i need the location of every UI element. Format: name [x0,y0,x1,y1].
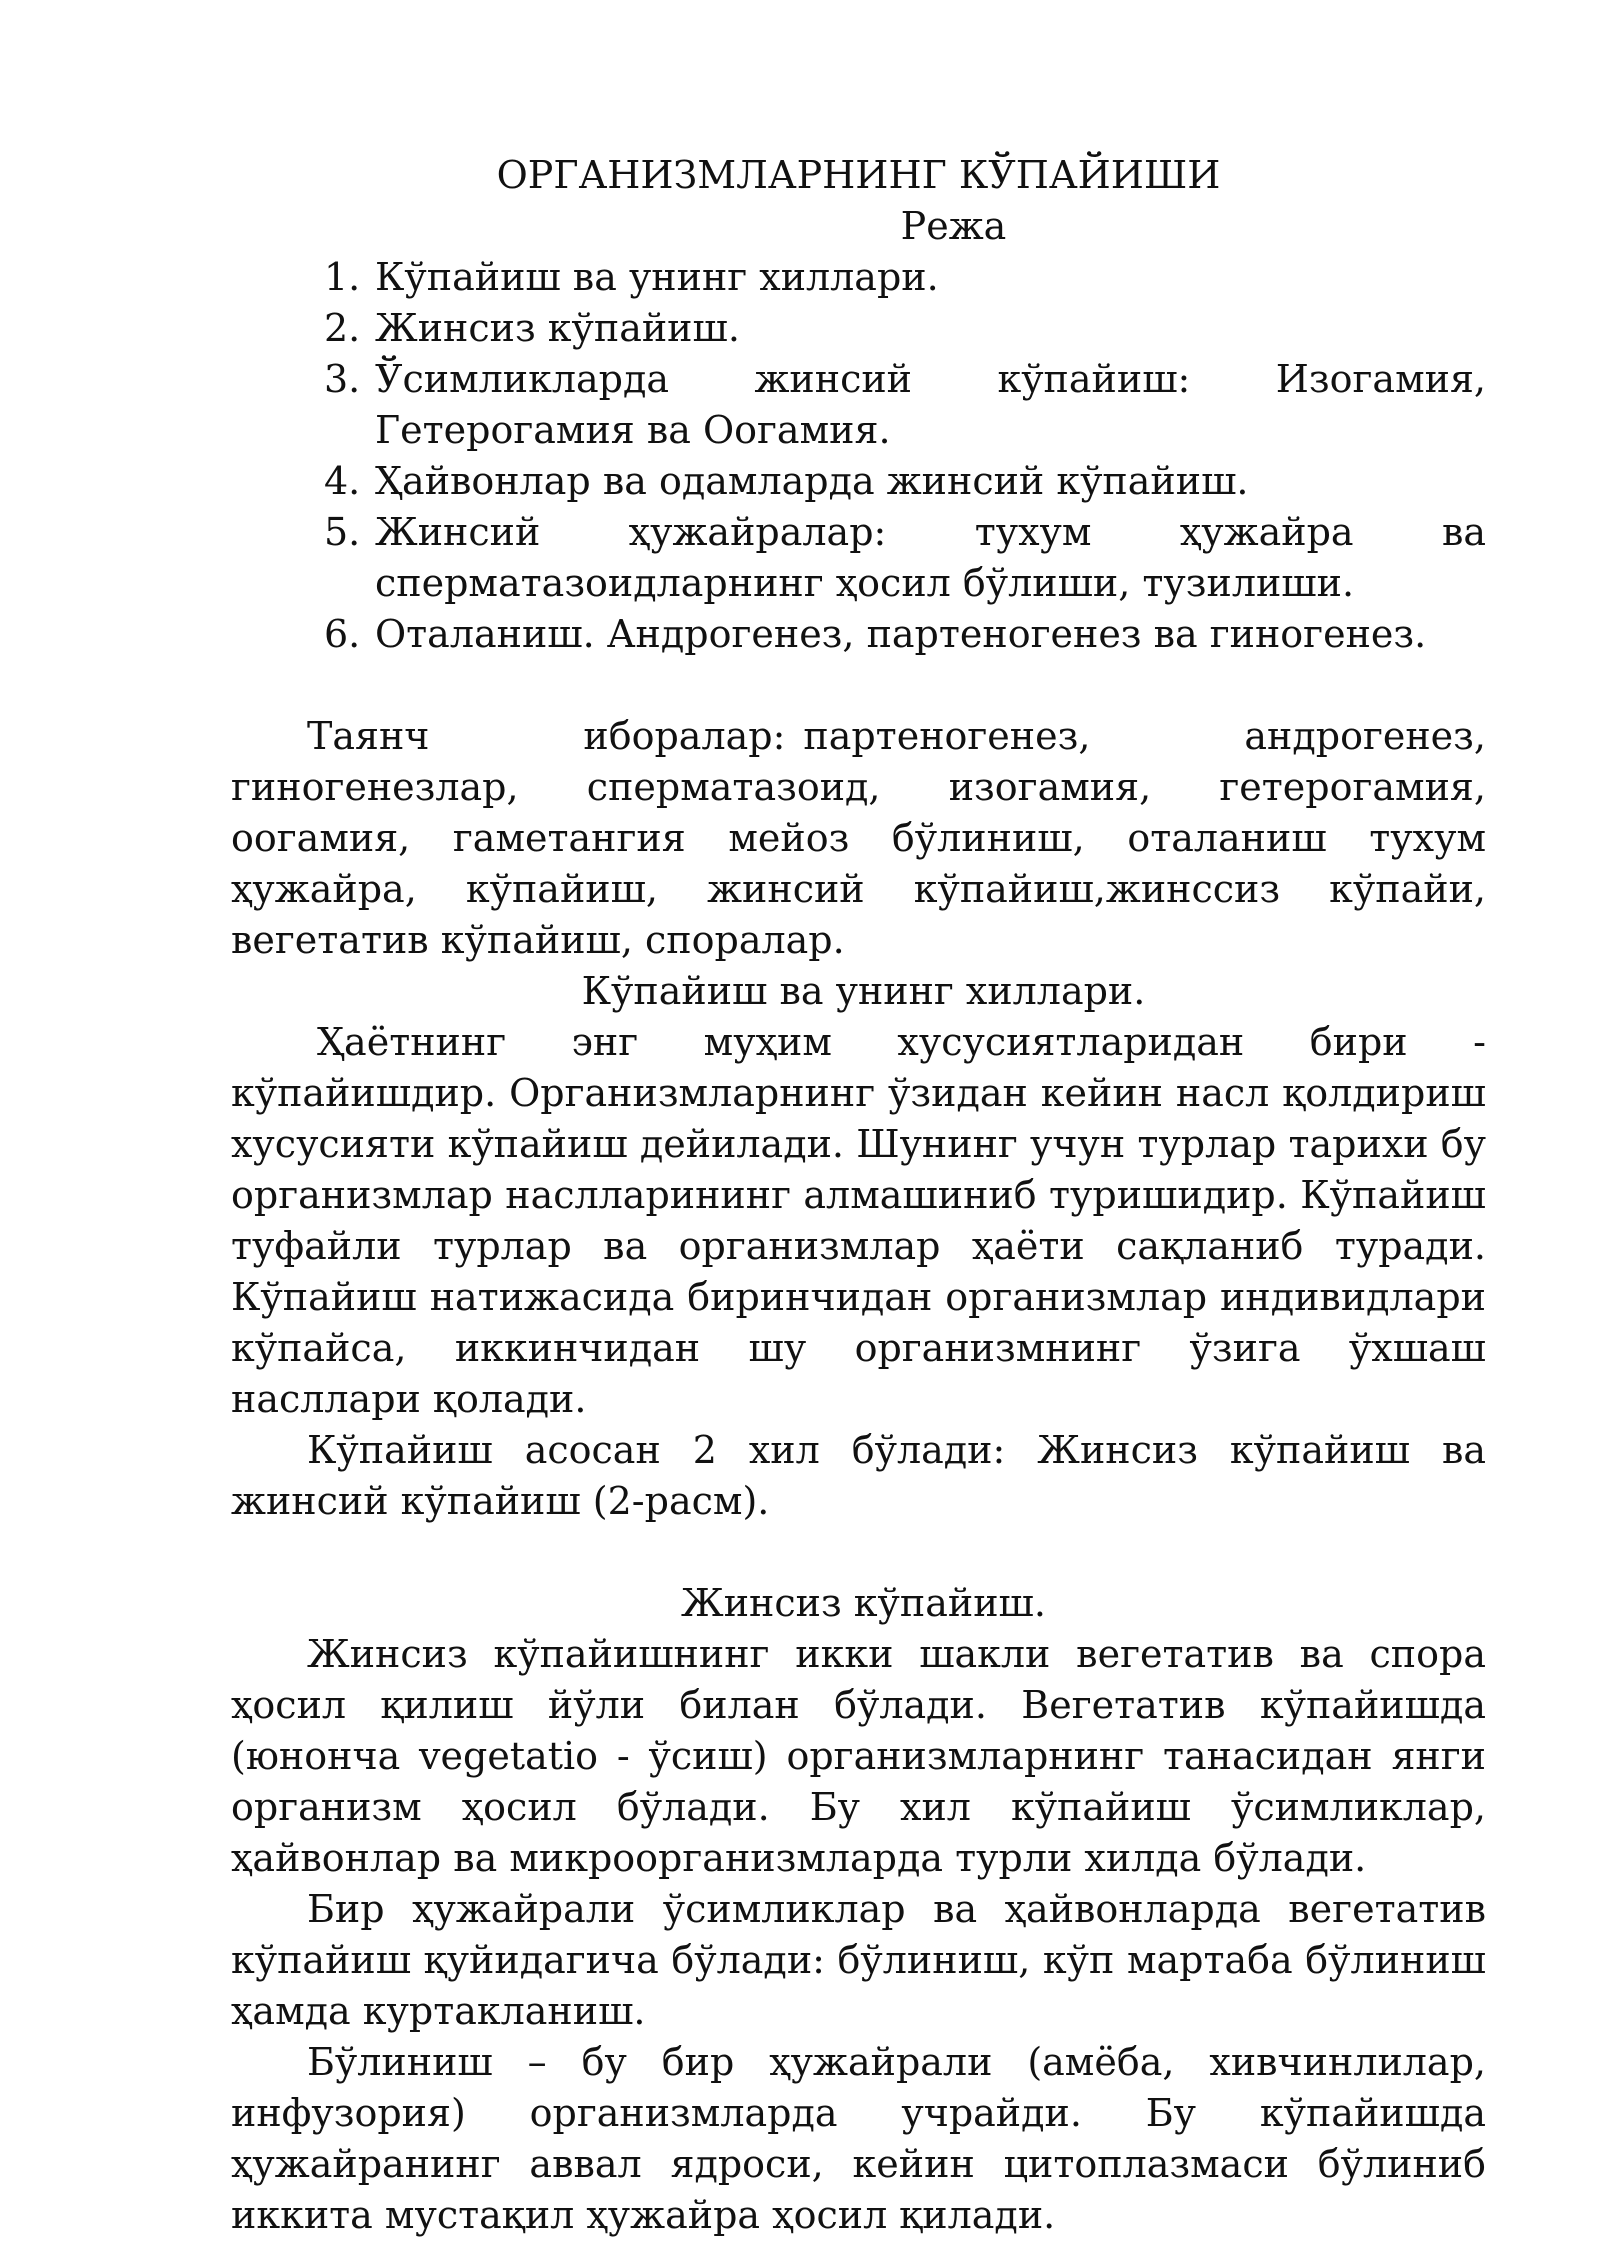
plan-item-number: 3. [324,357,361,401]
document-page [231,150,1486,2241]
section1-paragraph: Ҳаётнинг энг муҳим хусусиятларидан бири - кўпайишдир. Организмларнинг ўзидан кейин насл қолдириш хусусияти кўпайиш дейилади. Шунинг учун турлар тарихи бу организмлар наслларининг алмашиниб туришидир. Кўпайиш туфайли турлар ва организмлар ҳаёти сақланиб туради. Кўпайиш натижасида биринчидан организмлар индивидлари кўпайса, иккинчидан шу организмнинг ўзига ўхшаш насллари қолади. [231,1020,1486,1421]
keywords-text: партеногенез, андрогенез, гиногенезлар, сперматазоид, изогамия, гетерогамия, оогамия, гаметангия мейоз бўлиниш, оталаниш тухум ҳужайра, кўпайиш, жинсий кўпайиш,жинссиз кўпайи, вегетатив кўпайиш, споралар. [231,714,1486,962]
plan-item [231,252,1486,303]
plan-heading: Режа [900,204,1007,248]
keywords-paragraph [231,711,1486,966]
plan-item-text: Ҳайвонлар ва одамларда жинсий кўпайиш. [375,459,1249,503]
plan-item-text: Жинсий ҳужайралар: тухум ҳужайра ва сперматазоидларнинг ҳосил бўлиши, тузилиши. [375,510,1486,605]
keywords-label: Таянч иборалар: [307,714,786,758]
plan-list [231,252,1486,660]
section1-paragraph: Кўпайиш асосан 2 хил бўлади: Жинсиз кўпайиш ва жинсий кўпайиш (2-расм). [231,1428,1486,1523]
plan-item [231,456,1486,507]
plan-item-number: 4. [324,459,361,503]
plan-item-text: Жинсиз кўпайиш. [375,306,740,350]
plan-item-number: 6. [324,612,361,656]
section2-paragraph: Жинсиз кўпайишнинг икки шакли вегетатив ва спора ҳосил қилиш йўли билан бўлади. Вегетатив кўпайишда (юнонча vegetatio - ўсиш) организмларнинг танасидан янги организм ҳосил бўлади. Бу хил кўпайиш ўсимликлар, ҳайвонлар ва микроорганизмларда турли хилда бўлади. [231,1632,1486,1880]
plan-item [231,303,1486,354]
document-title: ОРГАНИЗМЛАРНИНГ КЎПАЙИШИ [496,153,1221,197]
section2-paragraph: Бўлиниш – бу бир ҳужайрали (амёба, хивчинлилар, инфузория) организмларда учрайди. Бу кўпайишда ҳужайранинг аввал ядроси, кейин цитоплазмаси бўлиниб иккита мустақил ҳужайра ҳосил қилади. [231,2040,1486,2237]
plan-item [231,354,1486,456]
spacer [231,1527,1486,1578]
plan-item-number: 2. [324,306,361,350]
plan-item [231,507,1486,609]
plan-item-text: Кўпайиш ва унинг хиллари. [375,255,939,299]
plan-item [231,609,1486,660]
plan-item-number: 5. [324,510,361,554]
plan-item-text: Ўсимликларда жинсий кўпайиш: Изогамия, Гетерогамия ва Оогамия. [375,357,1486,452]
plan-item-number: 1. [324,255,361,299]
section2-paragraph: Бир ҳужайрали ўсимликлар ва ҳайвонларда вегетатив кўпайиш қуйидагича бўлади: бўлиниш, кўп мартаба бўлиниш ҳамда куртакланиш. [231,1887,1486,2033]
plan-item-text: Оталаниш. Андрогенез, партеногенез ва гиногенез. [375,612,1427,656]
section-heading-reproduction: Кўпайиш ва унинг хиллари. [581,969,1146,1013]
section-heading-asexual: Жинсиз кўпайиш. [681,1581,1046,1625]
spacer [231,660,1486,711]
